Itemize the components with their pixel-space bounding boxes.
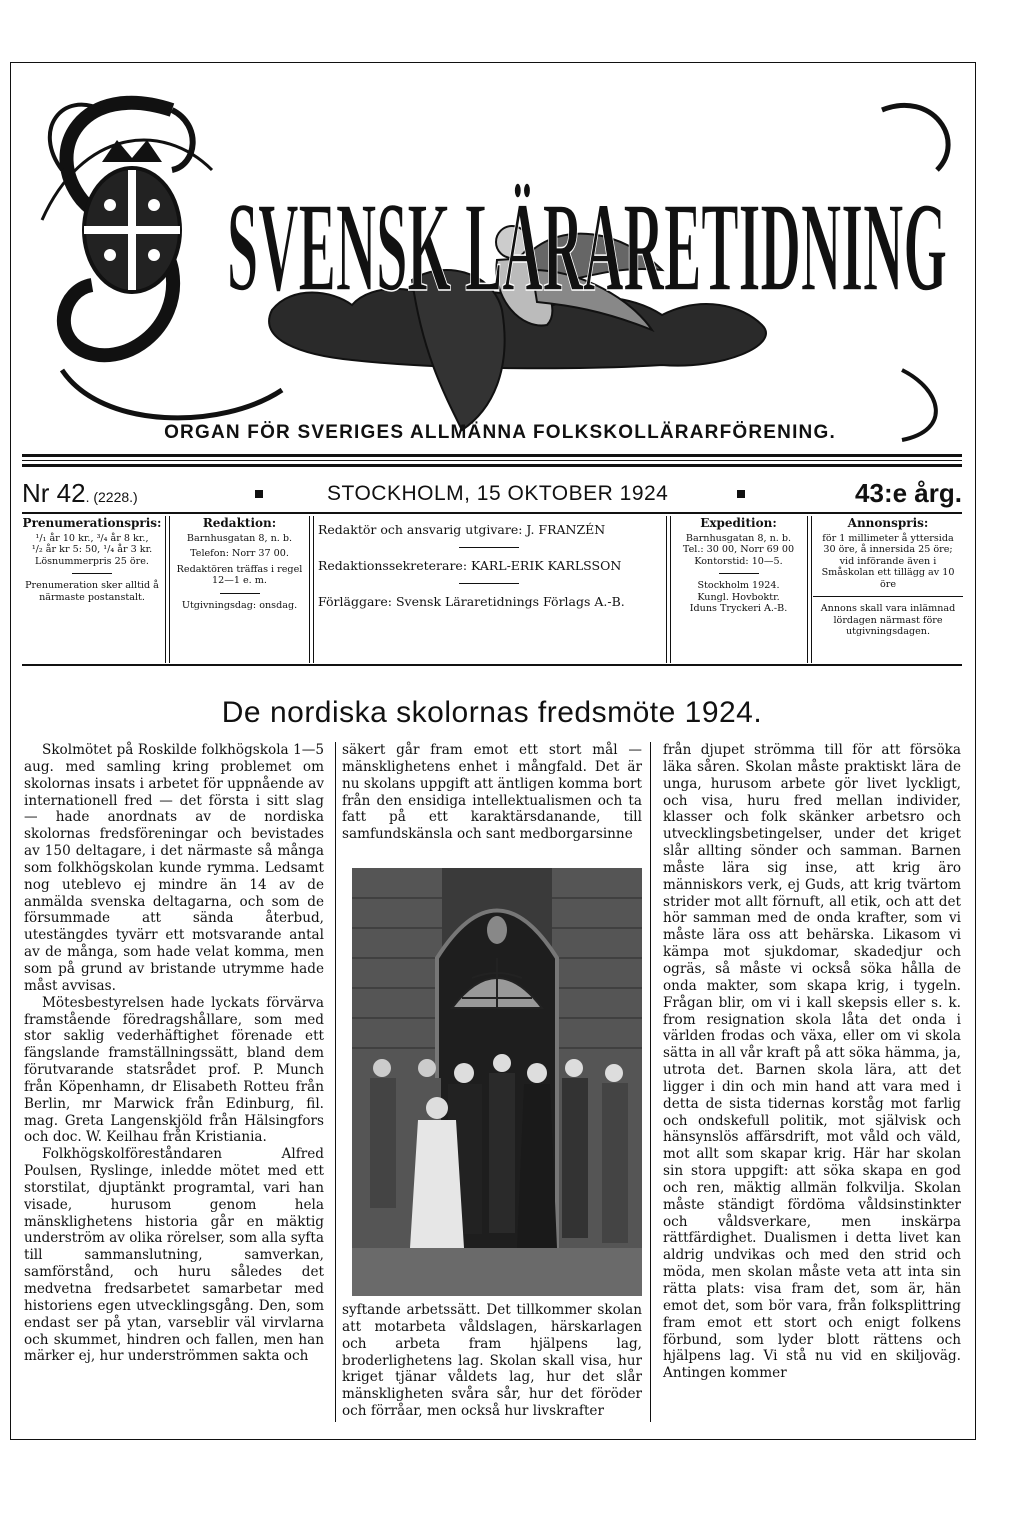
rule bbox=[22, 460, 962, 461]
article-headline: De nordiska skolornas fredsmöte 1924. bbox=[221, 696, 763, 729]
bullet-icon bbox=[737, 490, 745, 498]
staff-box bbox=[318, 522, 660, 609]
printer-line: Stockholm 1924. bbox=[697, 580, 780, 591]
expedition-line: Kontorstid: 10—5. bbox=[694, 555, 783, 567]
masthead-title: SVENSK LÄRARETIDNING bbox=[227, 176, 947, 318]
place-date: STOCKHOLM, 15 OKTOBER 1924 bbox=[327, 482, 669, 505]
editorial-line: Redaktören träffas i regel 12—1 e. m. bbox=[176, 563, 303, 586]
paragraph: från djupet strömma till för att försöka läka såren. Skolan måste praktiskt lära de unga, hurusom arbete gör livet lyckligt, och visa, huru fred mellan individer, klasser och folk skänker arbetsro och utvecklingsbetingelser, under det kriget slår allting sönder och samman. Barnen måste lära sig inse, att krig äro människors verk, ej Guds, att krig tvärtom strider mot allt förnuft, all etik, och att det hör samman med de onda krafter, som vi måste lära oss att behärska. Likasom vi kämpa mot sjukdomar, skadedjur och ogräs, så måste vi också söka hålla de onda makter, som skapa krig, i tygeln. Frågan blir, om vi i kall skepsis eller s. k. from resignation skola låta det onda i världen frodas och växa, eller om vi skola sätta in all vår kraft på att söka hämma, ja, utrota det. Barnen skola lära, att det ligger i din och min hand att vara med i detta de sista tidernas korståg mot farlig och ondskefull politik, mot självisk och hänsynslös affärsdrift, mot våld och väld, mot allt som skapar krig. Här har skolan sin stora uppgift: att söka skapa en god och ren, mäktig allmän folkvilja. Skolan måste ständigt fördöma våldsinstinkter och våldsverkare, men inskärpa rättfärdighet. Dualismen i detta livet kan aldrig undvikas och med den strid och möda, men skolan måste veta att inta sin rätta plats: visa fram det, som är, hän emot det, som bör vara, från folksplittring fram emot ett stort och enigt folkens förbund, som lyder blott rättens och hjälpens lag. Vi stå nu vid en skiljoväg. Antingen kommer bbox=[663, 742, 961, 1382]
advertising-box bbox=[813, 518, 963, 638]
volume-year: 43:e årg. bbox=[855, 478, 962, 508]
paragraph: säkert går fram emot ett stort mål — mänsklighetens enhet i mångfald. Det är nu skolans uppgift att äntligen komma bort från den ensidiga intellektualismen och ta fatt på ett karaktärsdanande, till samfundskänsla och sant medborgarsinne bbox=[342, 742, 642, 843]
editorial-box bbox=[172, 518, 307, 611]
rule bbox=[22, 512, 962, 514]
expedition-line: Tel.: 30 00, Norr 69 00 bbox=[682, 544, 795, 555]
issue-number: Nr 42. (2228.) bbox=[22, 478, 138, 508]
article-column-2 bbox=[342, 742, 642, 843]
advertising-heading: Annonspris: bbox=[847, 516, 929, 530]
article-column-2-continued bbox=[342, 1302, 642, 1420]
expedition-line: Barnhusgatan 8, n. b. bbox=[685, 532, 792, 544]
dateline bbox=[22, 478, 962, 512]
secretary-line: Redaktionssekreterare: KARL-ERIK KARLSSON bbox=[318, 558, 622, 573]
advertising-line: 30 öre, å innersida 25 öre; bbox=[823, 544, 953, 555]
paragraph: Folkhögskolföreståndaren Alfred Poulsen, Ryslinge, inledde mötet med ett storstilat, djuptänkt programtal, vari han visade, hurusom genom hela mänsklighetens historia går en mäktig underström av olika rörelser, som alla syfta till sammanslutning, samverkan, samförstånd, och huru således det medvetna fredsarbetet samarbetar med historiens egen utvecklingsgång. Den, som endast ser på ytan, varseblir väl virvlarna och skummet, hindren och fallen, men han märker ej, hur underströmmen sakta och bbox=[24, 1146, 324, 1365]
printer-line: Kungl. Hovboktr. bbox=[697, 591, 780, 603]
group-photo bbox=[352, 868, 642, 1296]
editorial-line: Telefon: Norr 37 00. bbox=[190, 548, 289, 559]
paragraph: Skolmötet på Roskilde folkhögskola 1—5 aug. med samling kring problemet om skolornas insats i arbetet för uppnående av internationell fred — det första i sitt slag — hade anordnats av de nordiska skolornas fredsföreningar och bevistades av 150 deltagare, i det närmaste så många som folkhögskolan kunde rymma. Ledsamt nog uteblevo ej mindre än 14 av de anmälda svenska deltagarna, och som de försummade att sända återbud, utestängdes tyvärr ett motsvarande antal av de många, som hade velat komma, men som på grund av bristande utrymme hade måst avvisas. bbox=[24, 742, 324, 994]
article-column-1 bbox=[24, 742, 324, 1365]
masthead-illustration bbox=[22, 70, 967, 450]
advertising-line: för 1 millimeter å yttersida bbox=[822, 532, 954, 544]
subscription-heading: Prenumerationspris: bbox=[22, 516, 162, 530]
subscription-line: Lösnummerpris 25 öre. bbox=[34, 555, 149, 567]
subscription-note: Prenumeration sker alltid å närmaste postanstalt. bbox=[25, 580, 159, 603]
article-column-3 bbox=[663, 742, 961, 1382]
rule bbox=[22, 454, 962, 457]
advertising-line: vid införande även i Småskolan ett tillägg av 10 öre bbox=[821, 555, 955, 590]
advertising-note: Annons skall vara inlämnad lördagen närmast före utgivningsdagen. bbox=[820, 603, 956, 637]
subscription-box bbox=[22, 518, 162, 603]
editor-line: Redaktör och ansvarig utgivare: J. FRANZÉN bbox=[318, 522, 606, 537]
subscription-line: ¹/₂ år kr 5: 50, ¹/₄ år 3 kr. bbox=[31, 544, 153, 555]
printer-line: Iduns Tryckeri A.-B. bbox=[689, 603, 788, 614]
bullet-icon bbox=[255, 490, 263, 498]
paragraph: syftande arbetssätt. Det tillkommer skolan att motarbeta våldslagen, härskarlagen och arbeta fram hjälpens lag, broderlighetens lag. Skolan skall visa, hur kriget tjänar våldets lag, hur det slår mänskligheten svåra sår, hur det föröder och förråar, men också hur livskrafter bbox=[342, 1302, 642, 1420]
subscription-line: ¹/₁ år 10 kr., ³/₄ år 8 kr., bbox=[35, 532, 149, 544]
editorial-heading: Redaktion: bbox=[202, 516, 277, 530]
masthead-subtitle: ORGAN FÖR SVERIGES ALLMÄNNA FOLKSKOLLÄRARFÖRENING. bbox=[164, 422, 836, 443]
paragraph: Mötesbestyrelsen hade lyckats förvärva framstående föredragshållare, som med stor saklig vederhäftighet förenade ett fängslande framställningssätt, bland dem förutvarande statsrådet prof. P. Munch från Köpenhamn, dr Elisabeth Rotteu från Berlin, mr Marwick från Edinburg, fil. mag. Greta Langenskjöld från Hälsingfors och doc. W. Keilhau från Kristiania. bbox=[24, 994, 324, 1146]
rule bbox=[22, 464, 962, 467]
expedition-box bbox=[672, 518, 805, 615]
rule bbox=[22, 664, 962, 666]
publisher-line: Förläggare: Svensk Läraretidnings Förlags A.-B. bbox=[318, 594, 625, 609]
expedition-heading: Expedition: bbox=[700, 516, 777, 530]
editorial-note: Utgivningsdag: onsdag. bbox=[181, 599, 298, 611]
coat-of-arms-icon bbox=[84, 140, 180, 292]
editorial-line: Barnhusgatan 8, n. b. bbox=[186, 532, 293, 544]
